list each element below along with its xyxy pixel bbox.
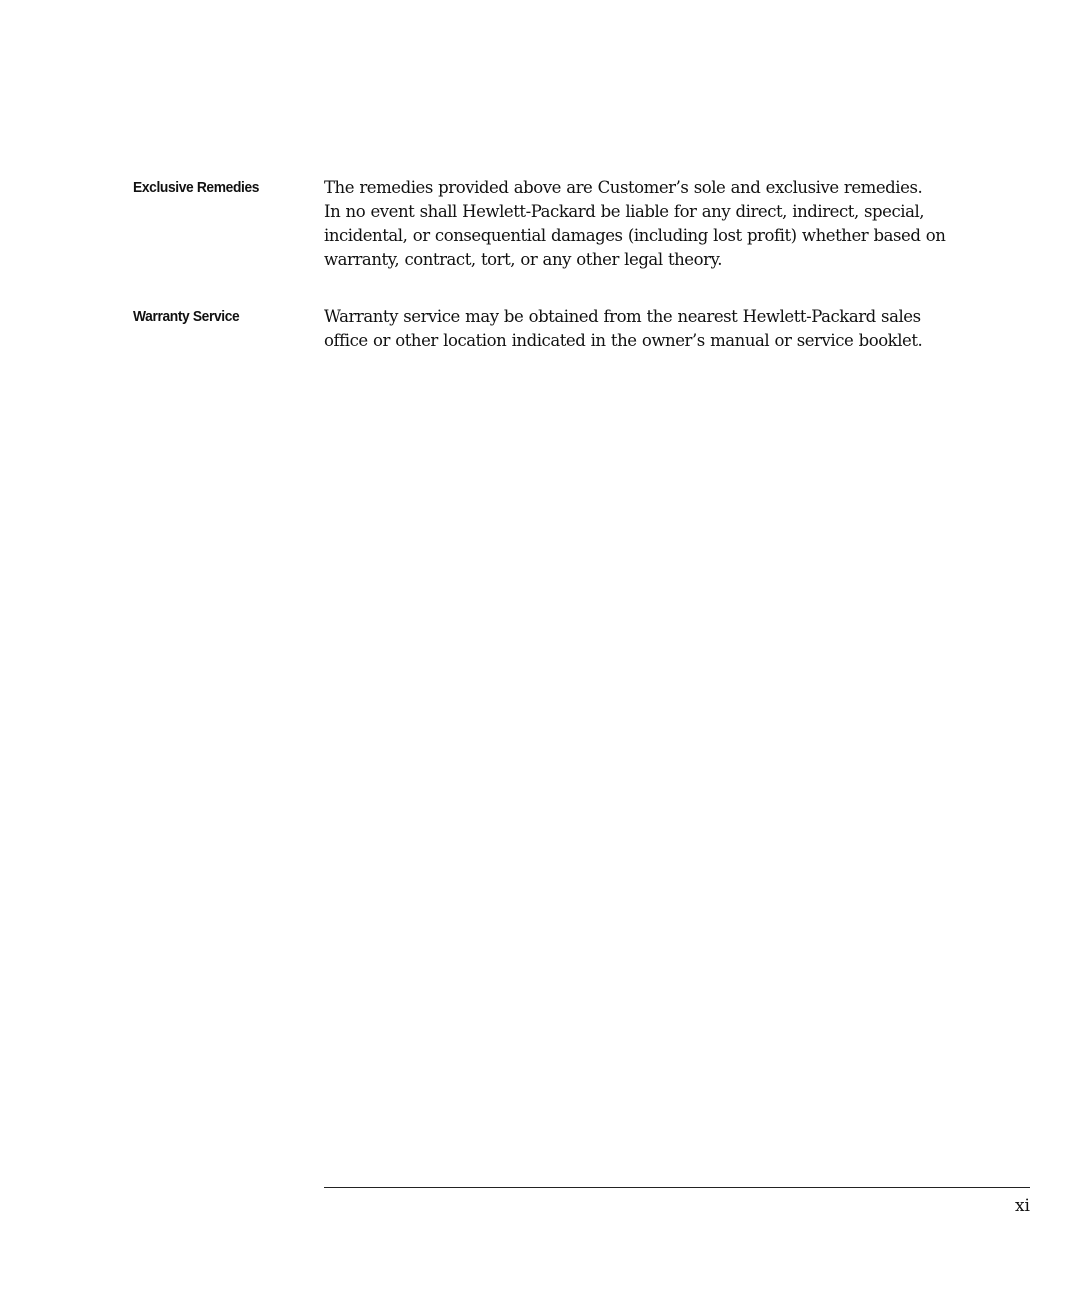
body-line: The remedies provided above are Customer’s sole and exclusive remedies. xyxy=(324,178,923,197)
warranty-service-body xyxy=(324,305,1030,353)
footer-rule xyxy=(324,1187,1030,1188)
exclusive-remedies-body xyxy=(324,176,1030,272)
warranty-service-heading: Warranty Service xyxy=(133,308,240,325)
page-number: xi xyxy=(1014,1196,1030,1216)
body-line: office or other location indicated in the owner’s manual or service booklet. xyxy=(324,331,923,350)
body-line: warranty, contract, tort, or any other legal theory. xyxy=(324,250,723,269)
exclusive-remedies-heading: Exclusive Remedies xyxy=(133,179,260,196)
body-line: In no event shall Hewlett-Packard be liable for any direct, indirect, special, xyxy=(324,202,925,221)
body-line: incidental, or consequential damages (including lost profit) whether based on xyxy=(324,226,946,245)
body-line: Warranty service may be obtained from the nearest Hewlett-Packard sales xyxy=(324,307,921,326)
